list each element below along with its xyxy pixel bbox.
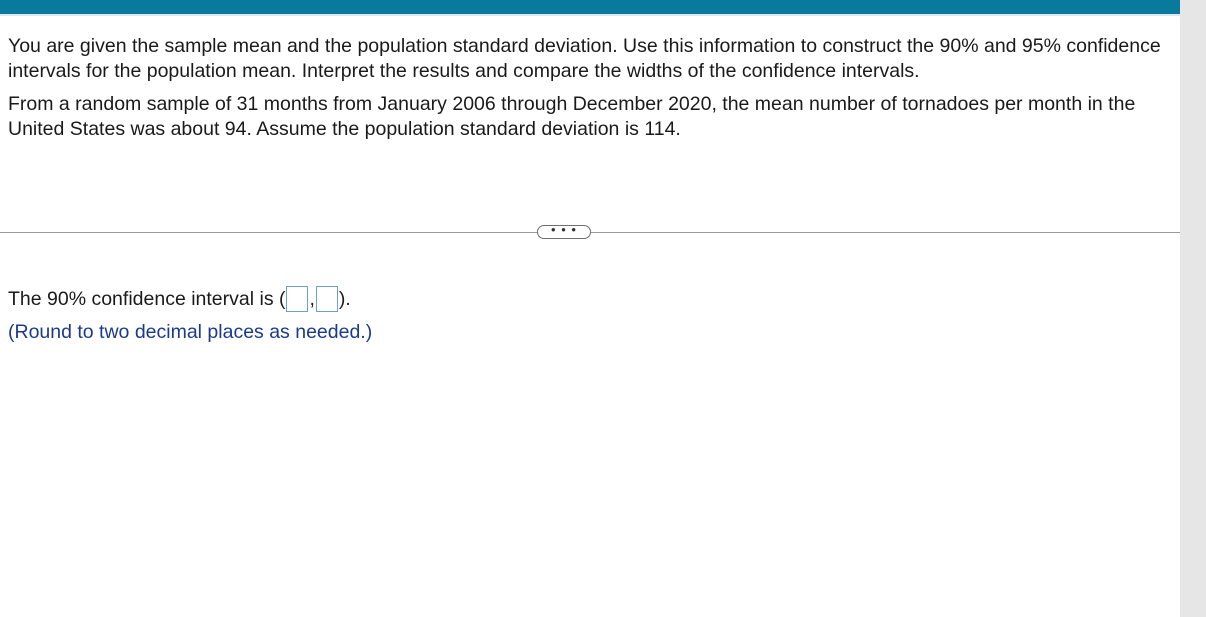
scrollbar[interactable] <box>1180 0 1206 617</box>
lower-bound-input[interactable] <box>286 286 308 312</box>
answer-line <box>8 286 351 312</box>
question-text <box>8 34 1173 142</box>
question-scenario: From a random sample of 31 months from January 2006 through December 2020, the mean number of tornadoes per month in the United States was about 94. Assume the population standard deviation is 114. <box>8 93 1136 140</box>
rounding-hint: (Round to two decimal places as needed.) <box>8 321 373 343</box>
question-instructions: You are given the sample mean and the population standard deviation. Use this information to construct the 90% and 95% confidence intervals for the population mean. Interpret the results and compare the widths of the confidence intervals. <box>8 35 1161 82</box>
top-header-bar <box>0 0 1194 14</box>
answer-suffix: ). <box>338 288 351 310</box>
header-edge <box>0 14 1194 16</box>
upper-bound-input[interactable] <box>316 286 338 312</box>
answer-separator: , <box>309 288 315 310</box>
answer-prefix: The 90% confidence interval is ( <box>8 288 286 310</box>
more-options-button[interactable]: • • • <box>537 225 591 239</box>
